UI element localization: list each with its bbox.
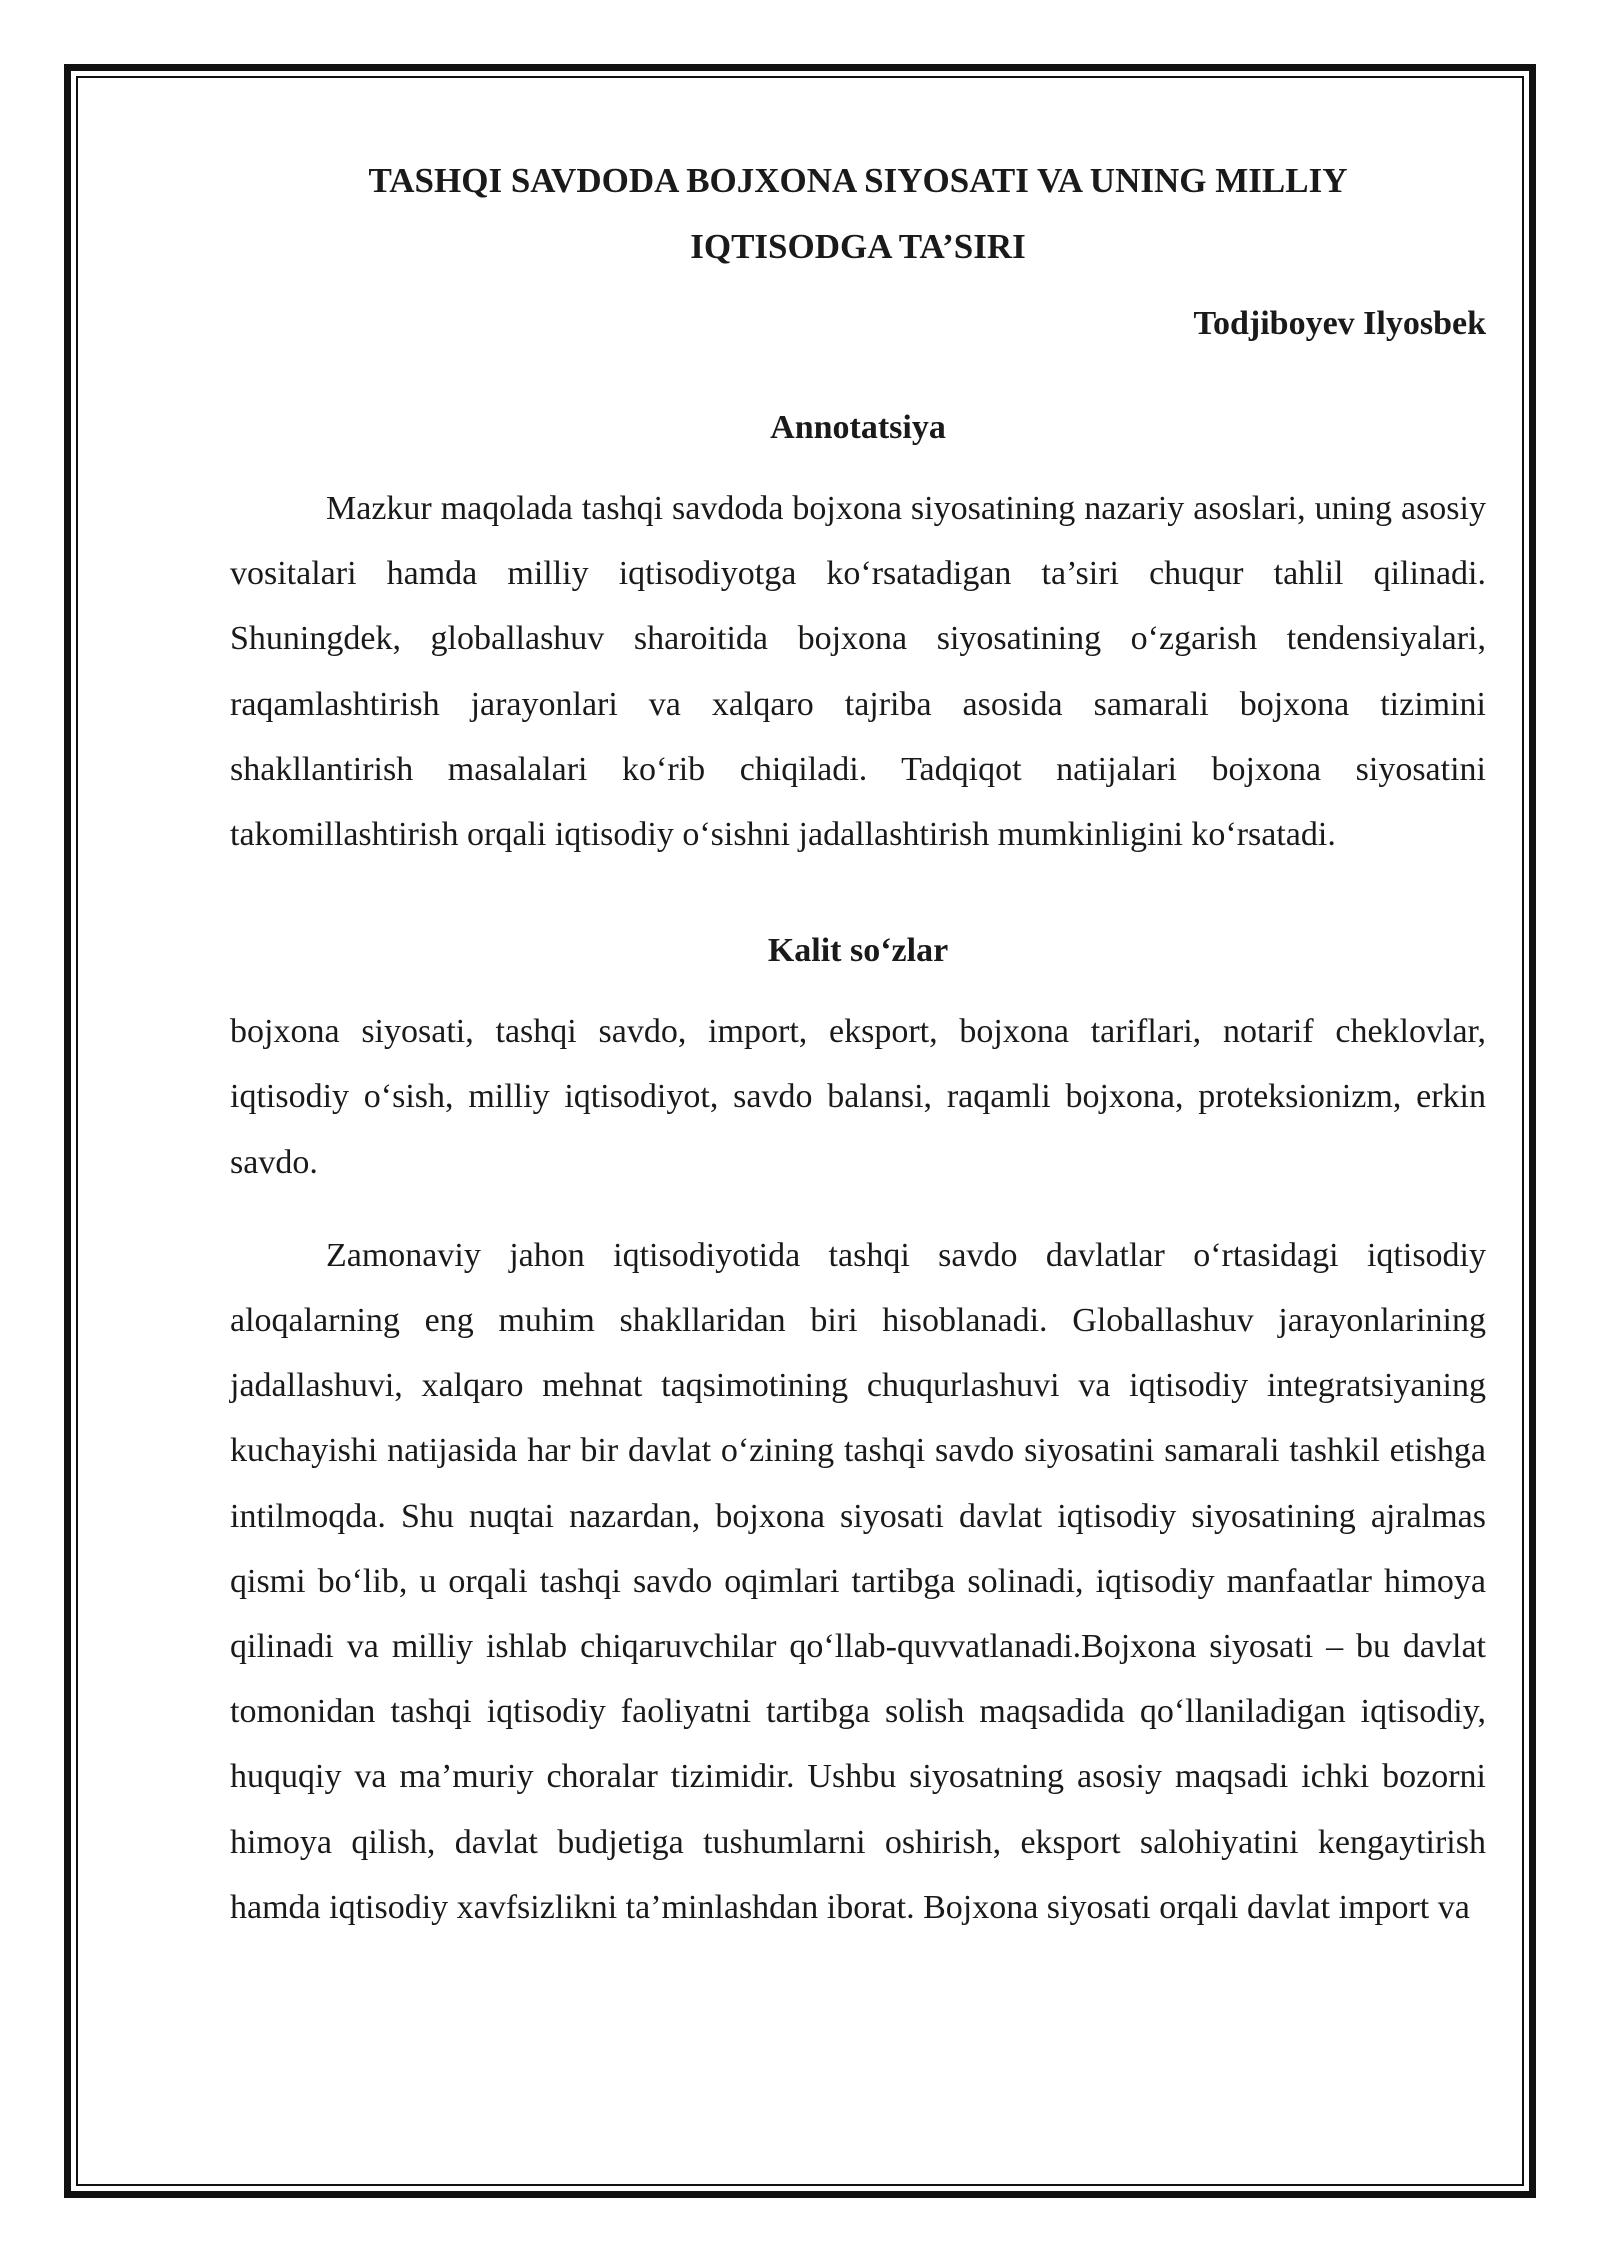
author-name: Todjiboyev Ilyosbek [1193, 305, 1486, 342]
keywords-paragraph: bojxona siyosati, tashqi savdo, import, eksport, bojxona tariflari, notarif cheklovlar, iqtisodiy o‘sish, milliy iqtisodiyot, savdo balansi, raqamli bojxona, proteksionizm, erkin savdo. [230, 1013, 1486, 1181]
title-line-2: IQTISODGA TA’SIRI [690, 227, 1026, 266]
keywords-heading: Kalit so‘zlar [767, 932, 949, 970]
document-title [230, 148, 1486, 280]
abstract-paragraph: Mazkur maqolada tashqi savdoda bojxona siyosatining nazariy asoslari, uning asosiy vositalari hamda milliy iqtisodiyotga ko‘rsatadigan ta’siri chuqur tahlil qilinadi. Shuningdek, globallashuv sharoitida bojxona siyosatining o‘zgarish tendensiyalari, raqamlashtirish jarayonlari va xalqaro tajriba asosida samarali bojxona tizimini shakllantirish masalalari ko‘rib chiqiladi. Tadqiqot natijalari bojxona siyosatini takomillashtirish orqali iqtisodiy o‘sishni jadallashtirish mumkinligini ko‘rsatadi. [230, 490, 1486, 854]
title-line-1: TASHQI SAVDODA BOJXONA SIYOSATI VA UNING MILLIY [368, 161, 1348, 200]
document-body [230, 148, 1486, 1940]
abstract-heading: Annotatsiya [770, 409, 946, 446]
body-paragraph: Zamonaviy jahon iqtisodiyotida tashqi savdo davlatlar o‘rtasidagi iqtisodiy aloqalarning eng muhim shakllaridan biri hisoblanadi. Globallashuv jarayonlarining jadallashuvi, xalqaro mehnat taqsimotining chuqurlashuvi va iqtisodiy integratsiyaning kuchayishi natijasida har bir davlat o‘zining tashqi savdo siyosatini samarali tashkil etishga intilmoqda. Shu nuqtai nazardan, bojxona siyosati davlat iqtisodiy siyosatining ajralmas qismi bo‘lib, u orqali tashqi savdo oqimlari tartibga solinadi, iqtisodiy manfaatlar himoya qilinadi va milliy ishlab chiqaruvchilar qo‘llab-quvvatlanadi.Bojxona siyosati – bu davlat tomonidan tashqi iqtisodiy faoliyatni tartibga solish maqsadida qo‘llaniladigan iqtisodiy, huquqiy va ma’muriy choralar tizimidir. Ushbu siyosatning asosiy maqsadi ichki bozorni himoya qilish, davlat budjetiga tushumlarni oshirish, eksport salohiyatini kengaytirish hamda iqtisodiy xavfsizlikni ta’minlashdan iborat. Bojxona siyosati orqali davlat import va [230, 1236, 1486, 1926]
